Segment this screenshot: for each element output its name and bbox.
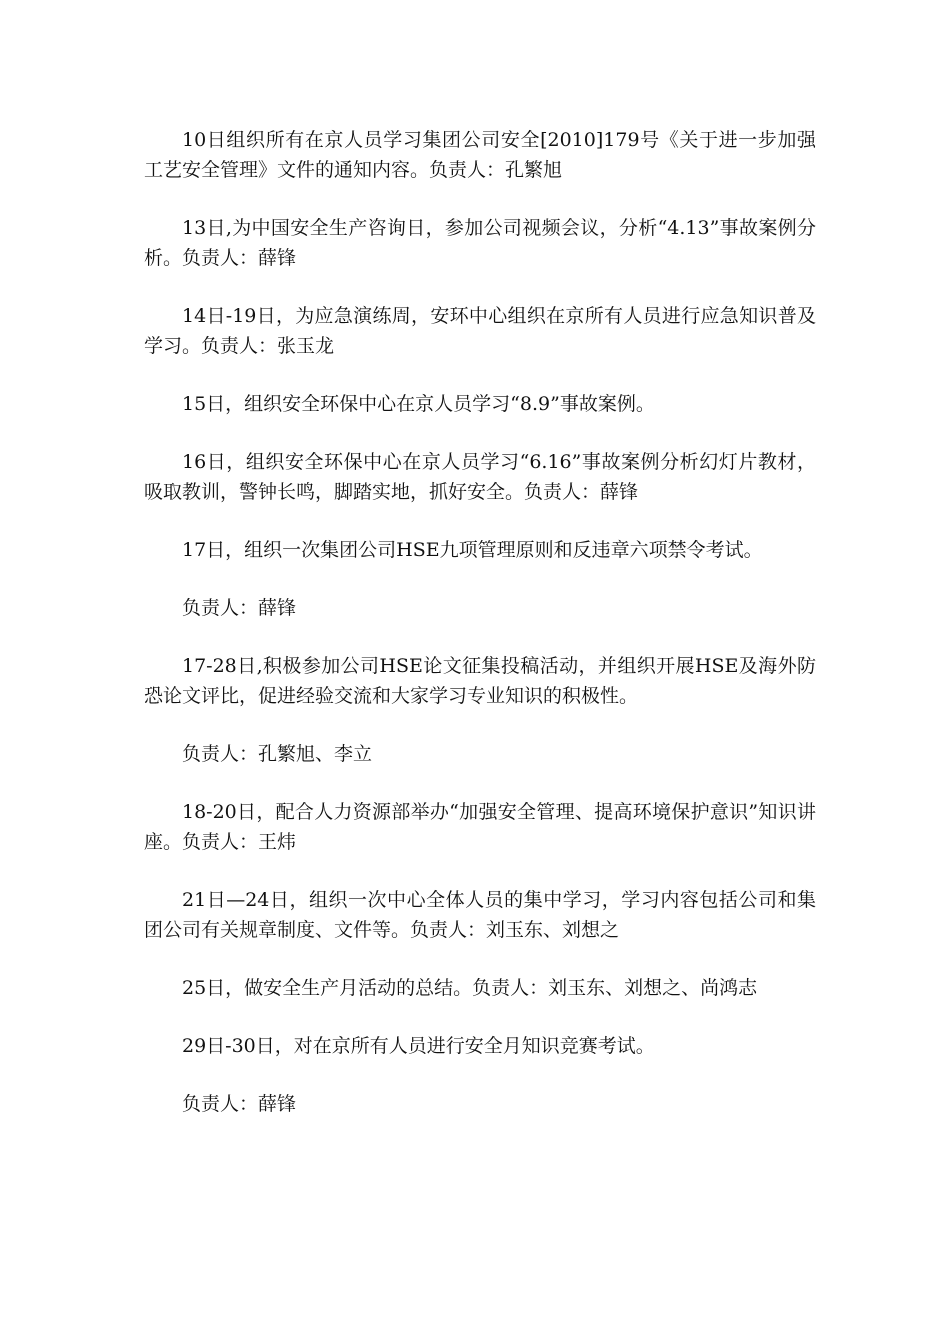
paragraph-1: 13日,为中国安全生产咨询日，参加公司视频会议，分析“4.13”事故案例分析。负责人：薛锋: [144, 217, 816, 269]
paragraph-4: 16日，组织安全环保中心在京人员学习“6.16”事故案例分析幻灯片教材，吸取教训，警钟长鸣，脚踏实地，抓好安全。负责人：薛锋: [144, 451, 816, 503]
paragraph-10: 21日—24日，组织一次中心全体人员的集中学习，学习内容包括公司和集团公司有关规章制度、文件等。负责人：刘玉东、刘想之: [144, 889, 816, 941]
paragraph-9: 18-20日，配合人力资源部举办“加强安全管理、提高环境保护意识”知识讲座。负责人：王炜: [144, 801, 816, 853]
paragraph-2: 14日-19日，为应急演练周，安环中心组织在京所有人员进行应急知识普及学习。负责人：张玉龙: [144, 305, 816, 357]
document-body: [144, 125, 816, 1147]
paragraph-0: 10日组织所有在京人员学习集团公司安全[2010]179号《关于进一步加强工艺安全管理》文件的通知内容。负责人：孔繁旭: [144, 129, 816, 181]
paragraph-12: 29日-30日，对在京所有人员进行安全月知识竞赛考试。: [182, 1035, 655, 1057]
paragraph-3: 15日，组织安全环保中心在京人员学习“8.9”事故案例。: [182, 393, 655, 415]
paragraph-6: 负责人：薛锋: [182, 597, 297, 619]
paragraph-11: 25日，做安全生产月活动的总结。负责人：刘玉东、刘想之、尚鸿志: [182, 977, 758, 999]
paragraph-5: 17日，组织一次集团公司HSE九项管理原则和反违章六项禁令考试。: [182, 539, 763, 561]
paragraph-13: 负责人：薛锋: [182, 1093, 297, 1115]
paragraph-8: 负责人：孔繁旭、李立: [182, 743, 373, 765]
paragraph-7: 17-28日,积极参加公司HSE论文征集投稿活动，并组织开展HSE及海外防恐论文评比，促进经验交流和大家学习专业知识的积极性。: [144, 655, 816, 707]
